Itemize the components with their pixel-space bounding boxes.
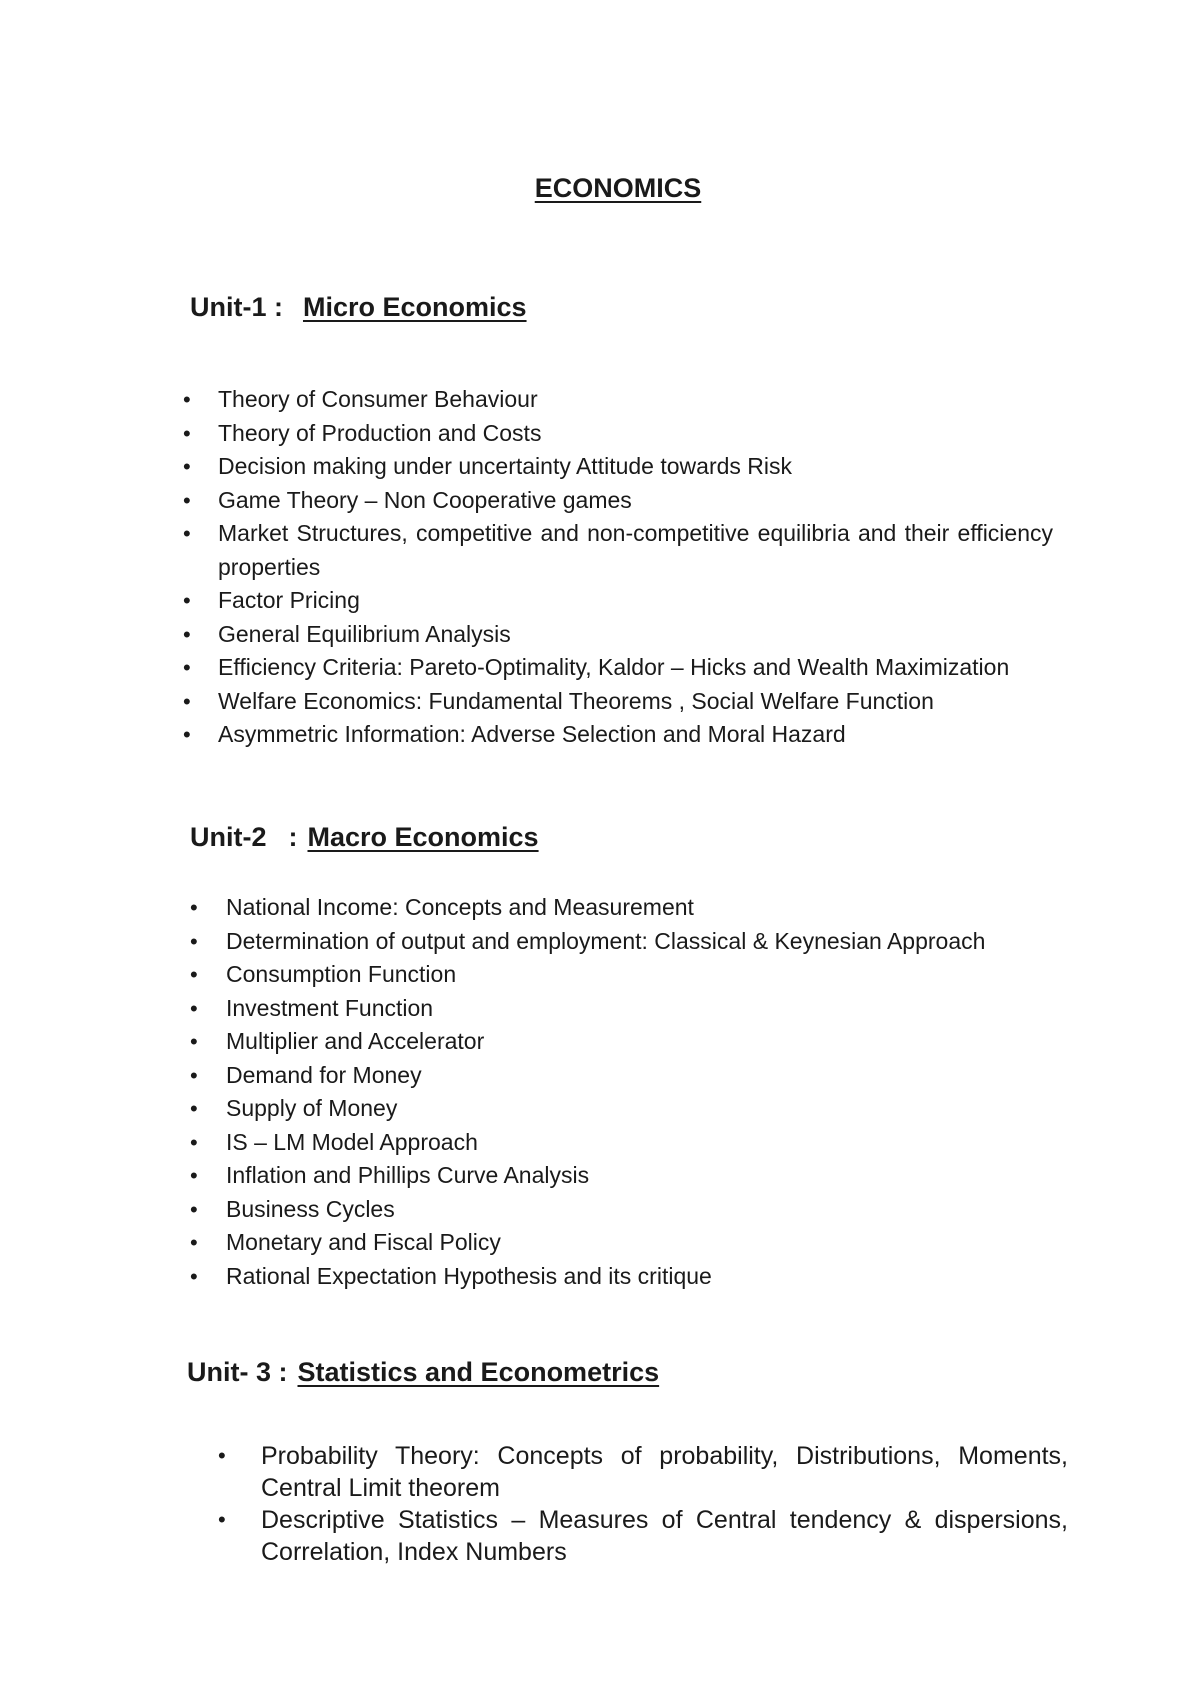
list-item: • Inflation and Phillips Curve Analysis [190,1159,1050,1193]
unit-2-topic-list [190,891,1050,1293]
list-item: • General Equilibrium Analysis [183,618,1053,652]
list-item: • Multiplier and Accelerator [190,1025,1050,1059]
list-item: • Determination of output and employment: Classical & Keynesian Approach [190,925,1050,959]
list-item: • Consumption Function [190,958,1050,992]
list-item: • Descriptive Statistics – Measures of Central tendency & dispersions, Correlation, Index Numbers [218,1504,1068,1568]
unit-3-label: Unit- 3 : [187,1357,288,1387]
unit-2-label: Unit-2 [190,822,267,852]
list-item: • Game Theory – Non Cooperative games [183,484,1053,518]
list-item: • Rational Expectation Hypothesis and its critique [190,1260,1050,1294]
list-item: • Asymmetric Information: Adverse Selection and Moral Hazard [183,718,1053,752]
list-item: • Welfare Economics: Fundamental Theorems , Social Welfare Function [183,685,1053,719]
unit-1-label: Unit-1 : [190,292,283,322]
unit-1-heading [190,292,527,323]
unit-2-heading [190,822,539,853]
unit-1-topic-list [183,383,1053,752]
list-item: • Efficiency Criteria: Pareto-Optimality, Kaldor – Hicks and Wealth Maximization [183,651,1053,685]
list-item: • IS – LM Model Approach [190,1126,1050,1160]
list-item: • National Income: Concepts and Measurement [190,891,1050,925]
list-item: • Monetary and Fiscal Policy [190,1226,1050,1260]
list-item: • Factor Pricing [183,584,1053,618]
unit-3-heading [187,1357,659,1388]
list-item: • Theory of Consumer Behaviour [183,383,1053,417]
list-item: • Decision making under uncertainty Attitude towards Risk [183,450,1053,484]
unit-3-topic-list [218,1440,1068,1568]
list-item: • Investment Function [190,992,1050,1026]
unit-1-name: Micro Economics [302,292,527,322]
unit-3-name: Statistics and Econometrics [297,1357,660,1387]
unit-2-separator: : [288,822,298,852]
list-item: • Supply of Money [190,1092,1050,1126]
document-title: ECONOMICS [534,173,702,203]
unit-2-name: Macro Economics [307,822,539,852]
list-item: • Market Structures, competitive and non-competitive equilibria and their efficiency properties [183,517,1053,584]
list-item: • Theory of Production and Costs [183,417,1053,451]
list-item: • Probability Theory: Concepts of probability, Distributions, Moments, Central Limit theorem [218,1440,1068,1504]
list-item: • Business Cycles [190,1193,1050,1227]
list-item: • Demand for Money [190,1059,1050,1093]
